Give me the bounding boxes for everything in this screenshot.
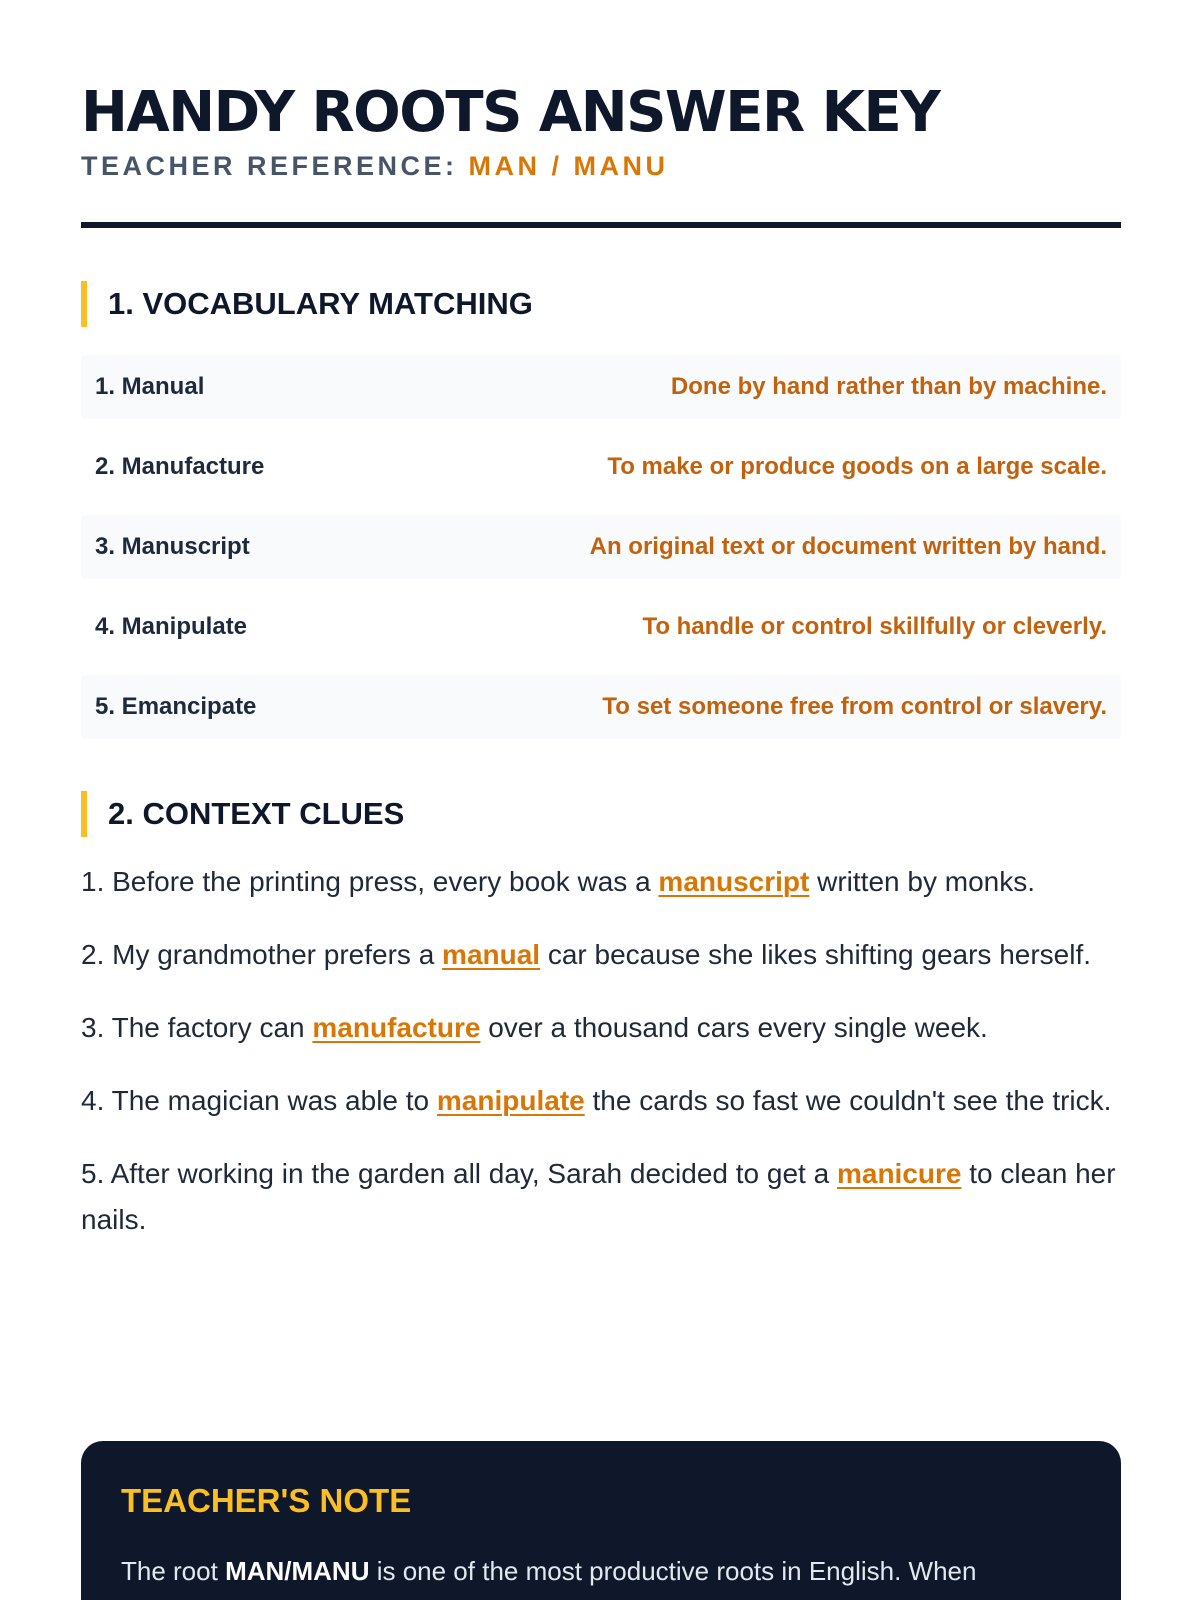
teachers-note-box	[81, 1441, 1121, 1600]
sentence-text: written by monks.	[809, 866, 1035, 897]
answer-word: manipulate	[436, 1085, 585, 1116]
vocabulary-row	[81, 355, 1121, 419]
sentence-text: 2. My grandmother prefers a	[81, 939, 443, 970]
teachers-note-text	[121, 1551, 1081, 1591]
context-sentence	[81, 1005, 1121, 1051]
sentence-text: 5. After working in the garden all day, Sarah decided to get a	[81, 1158, 837, 1189]
vocabulary-list	[81, 355, 1121, 739]
answer-word: manufacture	[312, 1012, 481, 1043]
context-sentence	[81, 859, 1121, 905]
context-sentence	[81, 1151, 1121, 1243]
teachers-note-title: TEACHER'S NOTE	[121, 1482, 412, 1519]
sentence-text: 4. The magician was able to	[81, 1085, 437, 1116]
vocabulary-word: 4. Manipulate	[95, 613, 248, 640]
vocabulary-row	[81, 435, 1121, 499]
vocabulary-definition: An original text or document written by hand.	[589, 533, 1107, 560]
sentence-text: 1. Before the printing press, every book was a	[81, 866, 659, 897]
context-sentence	[81, 1078, 1121, 1124]
vocabulary-row	[81, 675, 1121, 739]
vocabulary-definition: To set someone free from control or slavery.	[602, 693, 1107, 720]
sentence-text: 3. The factory can	[81, 1012, 313, 1043]
vocabulary-word: 5. Emancipate	[95, 693, 257, 720]
note-root-highlight: MAN/MANU	[225, 1556, 370, 1586]
vocabulary-definition: To make or produce goods on a large scale.	[607, 453, 1107, 480]
answer-key-page	[81, 80, 1121, 1270]
sentence-text: car because she likes shifting gears herself.	[540, 939, 1092, 970]
vocabulary-row	[81, 515, 1121, 579]
sentence-text: to clean her nails.	[81, 1158, 1116, 1235]
subtitle-prefix: TEACHER REFERENCE:	[81, 151, 458, 181]
context-clues-list	[81, 859, 1121, 1243]
vocabulary-definition: Done by hand rather than by machine.	[670, 373, 1107, 400]
answer-word: manicure	[836, 1158, 962, 1189]
context-sentence	[81, 932, 1121, 978]
note-text-end: is one of the most productive roots in English. When	[369, 1556, 977, 1586]
vocabulary-row	[81, 595, 1121, 659]
vocabulary-definition: To handle or control skillfully or cleverly.	[642, 613, 1107, 640]
sentence-text: over a thousand cars every single week.	[480, 1012, 988, 1043]
note-text-start: The root	[121, 1556, 226, 1586]
vocabulary-word: 2. Manufacture	[95, 453, 265, 480]
page-subtitle	[81, 148, 1121, 184]
answer-word: manuscript	[658, 866, 810, 897]
vocabulary-word: 1. Manual	[95, 373, 205, 400]
section-heading-context-clues: 2. CONTEXT CLUES	[81, 791, 1121, 837]
answer-word: manual	[442, 939, 541, 970]
header-divider	[81, 222, 1121, 228]
subtitle-root: MAN / MANU	[468, 151, 669, 181]
page-title: HANDY ROOTS ANSWER KEY	[81, 80, 940, 145]
section-heading-vocabulary: 1. VOCABULARY MATCHING	[81, 281, 1121, 327]
sentence-text: the cards so fast we couldn't see the trick.	[584, 1085, 1112, 1116]
vocabulary-word: 3. Manuscript	[95, 533, 250, 560]
